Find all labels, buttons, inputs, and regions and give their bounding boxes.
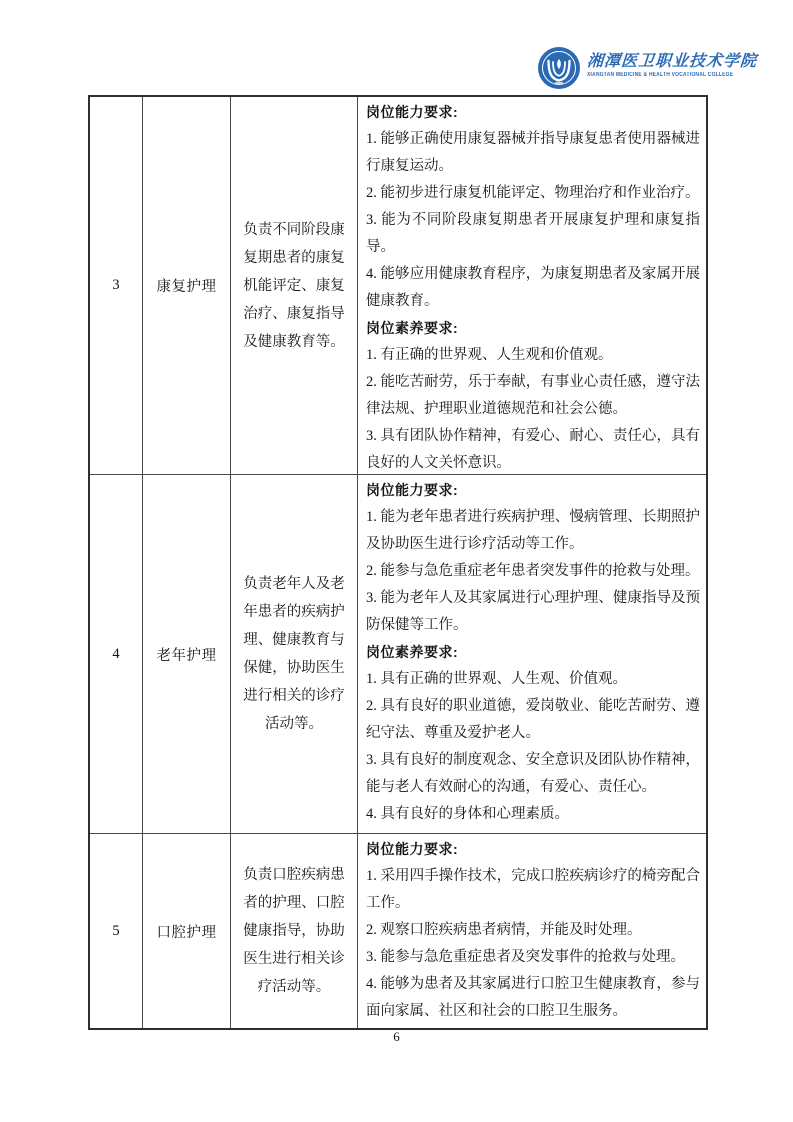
requirement-item: 3. 具有团队协作精神，有爱心、耐心、责任心，具有良好的人文关怀意识。 xyxy=(366,428,700,471)
table-row xyxy=(90,97,706,475)
requirement-item: 4. 能够应用健康教育程序，为康复期患者及家属开展健康教育。 xyxy=(366,266,700,309)
requirement-item: 2. 观察口腔疾病患者病情，并能及时处理。 xyxy=(366,922,642,938)
cell-duties xyxy=(231,475,358,833)
requirement-item: 1. 能为老年患者进行疾病护理、慢病管理、长期照护及协助医生进行诊疗活动等工作。 xyxy=(366,509,700,552)
cell-position xyxy=(143,475,231,833)
position-name: 口腔护理 xyxy=(156,924,217,941)
requirement-item: 2. 能参与急危重症老年患者突发事件的抢救与处理。 xyxy=(366,563,700,579)
position-requirements-table xyxy=(88,95,708,1030)
cell-number xyxy=(90,834,143,1028)
cell-position xyxy=(143,97,231,474)
college-logo xyxy=(537,46,765,90)
college-logo-emblem xyxy=(537,46,581,90)
requirement-heading: 岗位能力要求: xyxy=(366,841,459,857)
requirement-heading: 岗位能力要求: xyxy=(366,482,459,498)
cell-duties xyxy=(231,97,358,474)
requirement-item: 2. 具有良好的职业道德，爱岗敬业、能吃苦耐劳、遵纪守法、尊重及爱护老人。 xyxy=(366,698,700,741)
row-number: 5 xyxy=(112,922,120,939)
row-number: 3 xyxy=(112,277,120,293)
requirement-item: 1. 具有正确的世界观、人生观、价值观。 xyxy=(366,671,627,687)
requirement-item: 3. 具有良好的制度观念、安全意识及团队协作精神，能与老人有效耐心的沟通，有爱心、责任心。 xyxy=(366,752,700,795)
requirement-item: 1. 能够正确使用康复器械并指导康复患者使用器械进行康复运动。 xyxy=(366,131,700,174)
requirement-item: 4. 能够为患者及其家属进行口腔卫生健康教育，参与面向家属、社区和社会的口腔卫生服务。 xyxy=(366,976,700,1019)
requirement-item: 3. 能为不同阶段康复期患者开展康复护理和康复指导。 xyxy=(366,212,700,255)
duties-text: 负责老年人及老年患者的疾病护理、健康教育与保健，协助医生进行相关的诊疗活动等。 xyxy=(243,576,345,732)
requirement-item: 1. 有正确的世界观、人生观和价值观。 xyxy=(366,347,613,363)
duties-text: 负责口腔疾病患者的护理、口腔健康指导，协助医生进行相关诊疗活动等。 xyxy=(243,867,345,995)
page-number: 6 xyxy=(393,1029,400,1044)
duties-text: 负责不同阶段康复期患者的康复机能评定、康复治疗、康复指导及健康教育等。 xyxy=(243,221,345,350)
row-number: 4 xyxy=(112,645,120,662)
requirement-item: 2. 能初步进行康复机能评定、物理治疗和作业治疗。 xyxy=(366,185,700,201)
cell-number xyxy=(90,475,143,833)
requirement-item: 3. 能参与急危重症患者及突发事件的抢救与处理。 xyxy=(366,949,685,965)
cell-duties xyxy=(231,834,358,1028)
cell-requirements xyxy=(358,834,706,1028)
requirement-heading: 岗位能力要求: xyxy=(366,104,459,120)
college-name-zh: 湘潭医卫职业技术学院 xyxy=(586,53,758,70)
cell-requirements xyxy=(358,97,706,474)
table-row xyxy=(90,834,706,1028)
requirement-heading: 岗位素养要求: xyxy=(366,320,459,336)
position-name: 康复护理 xyxy=(156,279,217,295)
cell-requirements xyxy=(358,475,706,833)
cell-position xyxy=(143,834,231,1028)
table-body xyxy=(90,97,706,1028)
requirement-item: 4. 具有良好的身体和心理素质。 xyxy=(366,806,569,822)
requirement-item: 3. 能为老年人及其家属进行心理护理、健康指导及预防保健等工作。 xyxy=(366,590,700,633)
cell-number xyxy=(90,97,143,474)
requirement-item: 2. 能吃苦耐劳，乐于奉献，有事业心责任感，遵守法律法规、护理职业道德规范和社会公德。 xyxy=(366,374,700,417)
college-name-en: XIANGTAN MEDICINE & HEALTH VOCATIONAL COLLEGE xyxy=(587,72,734,78)
table-row xyxy=(90,475,706,834)
requirement-heading: 岗位素养要求: xyxy=(366,644,459,660)
position-name: 老年护理 xyxy=(156,647,217,664)
requirement-item: 1. 采用四手操作技术，完成口腔疾病诊疗的椅旁配合工作。 xyxy=(366,868,700,911)
